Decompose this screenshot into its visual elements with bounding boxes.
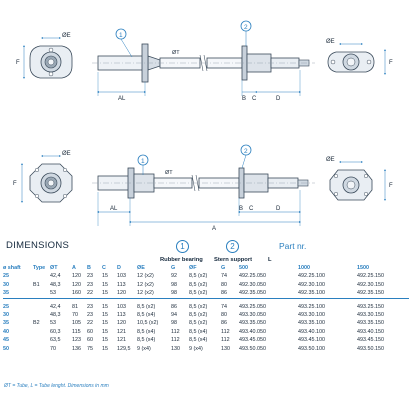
table-cell: 112 xyxy=(221,328,230,335)
table-cell: 8,5 (x2) xyxy=(189,303,208,310)
table-cell: 15 xyxy=(102,303,108,310)
part-nr-header: Part nr. xyxy=(279,241,307,251)
callout-1-header: 1 xyxy=(176,240,189,253)
table-cell: 23 xyxy=(87,312,93,319)
table-cell: 53 xyxy=(50,290,56,297)
table-cell: 74 xyxy=(221,273,227,280)
table-cell xyxy=(33,272,50,280)
table-cell: 493.25.050 xyxy=(239,303,266,310)
label-ot-bottom: ØT xyxy=(165,170,173,176)
table-cell: 15 xyxy=(102,312,108,319)
table-cell: 493.30.150 xyxy=(357,312,384,319)
table-cell: 103 xyxy=(117,303,126,310)
label-f-top-left: F xyxy=(16,60,20,66)
table-cell: 129,5 xyxy=(117,345,131,352)
table-cell: 22 xyxy=(87,320,93,327)
label-b-top: B xyxy=(242,96,247,102)
callout-1-top: 1 xyxy=(119,32,123,39)
table-cell: 60,3 xyxy=(50,328,61,335)
table-cell: 42,4 xyxy=(50,273,61,280)
table-row xyxy=(3,311,409,319)
table-cell: 8,5 (x4) xyxy=(137,328,156,335)
table-cell: 493.30.100 xyxy=(298,312,325,319)
flange-front-view-top-right xyxy=(328,44,385,74)
label-c-top: C xyxy=(252,96,257,102)
table-cell: 8,5 (x2) xyxy=(189,273,208,280)
table-cell: 8,5 (x2) xyxy=(189,320,208,327)
shaft-assembly-bottom xyxy=(92,168,315,226)
table-cell: 492.25.050 xyxy=(239,273,266,280)
table-cell: 86 xyxy=(221,290,227,297)
column-header: D xyxy=(117,265,121,271)
table-cell: 130 xyxy=(171,345,180,352)
column-header: A xyxy=(72,265,76,271)
dimensions-table xyxy=(3,264,409,353)
table-cell: 493.25.100 xyxy=(298,303,325,310)
table-cell: 35 xyxy=(3,320,9,327)
table-cell: 98 xyxy=(171,290,177,297)
table-cell: 493.45.100 xyxy=(298,337,325,344)
column-header: ØT xyxy=(50,265,58,271)
table-cell: 15 xyxy=(102,273,108,280)
table-cell: 75 xyxy=(87,345,93,352)
table-row xyxy=(3,345,409,353)
table-cell: 121 xyxy=(117,328,126,335)
table-cell: 12 (x2) xyxy=(137,281,154,288)
table-cell: 493.35.100 xyxy=(298,320,325,327)
table-cell: 60 xyxy=(87,328,93,335)
table-row xyxy=(3,272,409,280)
table-cell: 493.45.050 xyxy=(239,337,266,344)
table-cell: 48,3 xyxy=(50,312,61,319)
column-header: ø shaft xyxy=(3,265,21,271)
table-row xyxy=(3,281,409,289)
table-cell: 23 xyxy=(87,281,93,288)
table-cell: 81 xyxy=(72,303,78,310)
column-header: Type xyxy=(33,265,46,271)
label-f-top-right: F xyxy=(389,60,393,66)
column-header: 500 xyxy=(239,265,248,271)
table-cell: 15 xyxy=(102,281,108,288)
table-cell: 123 xyxy=(72,337,81,344)
table-cell: 8,5 (x4) xyxy=(137,312,156,319)
table-cell: 35 xyxy=(3,290,9,297)
column-header: B xyxy=(87,265,91,271)
table-cell: 136 xyxy=(72,345,81,352)
table-cell xyxy=(33,311,50,319)
table-cell: 80 xyxy=(221,281,227,288)
table-cell: 492.30.100 xyxy=(298,281,325,288)
table-cell: 30 xyxy=(3,281,9,288)
footnote: ØT = Tube, L = Tube lenght. Dimensions in mm xyxy=(4,383,109,389)
table-row xyxy=(3,328,409,336)
table-cell: 493.40.150 xyxy=(357,328,384,335)
table-header-row xyxy=(3,264,409,272)
table-cell: 10,5 (x2) xyxy=(137,320,159,327)
callout-1-bottom: 1 xyxy=(141,158,145,165)
table-row xyxy=(3,289,409,298)
table-cell: 103 xyxy=(117,273,126,280)
label-b-bottom: B xyxy=(239,206,244,212)
flange-front-view-bottom-right xyxy=(330,162,385,200)
table-cell: 63,5 xyxy=(50,337,61,344)
table-cell: 493.25.150 xyxy=(357,303,384,310)
table-cell: 493.40.050 xyxy=(239,328,266,335)
column-header: ØF xyxy=(189,265,197,271)
table-cell xyxy=(33,328,50,336)
table-cell xyxy=(33,336,50,344)
column-header: 1500 xyxy=(357,265,369,271)
table-cell: 98 xyxy=(171,281,177,288)
table-cell: 120 xyxy=(117,290,126,297)
table-cell: 15 xyxy=(102,320,108,327)
dimensions-title: DIMENSIONS xyxy=(6,240,70,251)
table-cell: 60 xyxy=(87,337,93,344)
table-cell: 23 xyxy=(87,273,93,280)
table-cell: 492.30.150 xyxy=(357,281,384,288)
label-oe-top-left: ØE xyxy=(62,33,71,39)
table-cell: 492.30.050 xyxy=(239,281,266,288)
table-cell: 50 xyxy=(3,345,9,352)
flange-front-view-bottom-left xyxy=(22,156,72,202)
table-cell: 112 xyxy=(221,337,230,344)
label-oe-top-right: ØE xyxy=(326,39,335,45)
table-cell: 121 xyxy=(117,337,126,344)
label-al-top: AL xyxy=(118,96,126,102)
table-cell: 53 xyxy=(50,320,56,327)
stern-support-header: Stern support xyxy=(214,257,253,263)
column-header: G xyxy=(171,265,176,271)
column-header: 1000 xyxy=(298,265,310,271)
shaft-assembly-top xyxy=(92,44,315,96)
label-d-bottom: D xyxy=(276,206,281,212)
table-cell: 80 xyxy=(221,312,227,319)
label-d-top: D xyxy=(276,96,281,102)
table-cell: 493.35.050 xyxy=(239,320,266,327)
column-header: G xyxy=(221,265,226,271)
table-cell: 8,5 (x2) xyxy=(189,290,208,297)
table-cell: 42,4 xyxy=(50,303,61,310)
table-cell: 492.25.150 xyxy=(357,273,384,280)
table-row xyxy=(3,303,409,311)
label-c-bottom: C xyxy=(249,206,254,212)
label-f-bottom-right: F xyxy=(389,183,393,189)
table-cell: 45 xyxy=(3,337,9,344)
table-cell: 9 (x4) xyxy=(137,345,151,352)
table-cell: 493.40.100 xyxy=(298,328,325,335)
table-cell: 12 (x2) xyxy=(137,273,154,280)
table-cell: 74 xyxy=(221,303,227,310)
table-cell: B1 xyxy=(33,281,40,288)
label-oe-bottom-left: ØE xyxy=(62,151,71,157)
table-cell: 8,5 (x4) xyxy=(189,337,208,344)
label-ot-top: ØT xyxy=(172,50,180,56)
table-cell: 120 xyxy=(117,320,126,327)
rubber-bearing-header: Rubber bearing xyxy=(160,257,203,263)
table-cell: 25 xyxy=(3,273,9,280)
table-cell: 98 xyxy=(171,320,177,327)
table-row xyxy=(3,336,409,344)
table-cell: 492.35.100 xyxy=(298,290,325,297)
table-cell: 493.50.100 xyxy=(298,345,325,352)
table-cell: 23 xyxy=(87,303,93,310)
callout-2-bottom: 2 xyxy=(244,148,248,155)
column-header: ØE xyxy=(137,265,145,271)
label-oe-bottom-right: ØE xyxy=(326,157,335,163)
label-f-bottom-left: F xyxy=(13,181,17,187)
flange-front-view-top-left xyxy=(24,38,72,78)
table-cell: 105 xyxy=(72,320,81,327)
table-cell: 492.25.100 xyxy=(298,273,325,280)
table-cell: 120 xyxy=(72,281,81,288)
column-header: C xyxy=(102,265,106,271)
callout-2-header: 2 xyxy=(226,240,239,253)
table-cell: 86 xyxy=(171,303,177,310)
table-cell: 70 xyxy=(50,345,56,352)
table-cell: 15 xyxy=(102,290,108,297)
table-cell xyxy=(33,303,50,311)
table-cell: 48,3 xyxy=(50,281,61,288)
table-cell: 25 xyxy=(3,303,9,310)
table-cell: 9 (x4) xyxy=(189,345,203,352)
table-cell: 40 xyxy=(3,328,9,335)
table-cell xyxy=(33,289,50,298)
table-cell: 115 xyxy=(72,328,81,335)
table-cell: 8,5 (x2) xyxy=(137,303,156,310)
table-cell: 112 xyxy=(171,328,180,335)
table-row xyxy=(3,319,409,327)
label-al-bottom: AL xyxy=(110,206,118,212)
table-cell: 113 xyxy=(117,312,126,319)
table-cell: 492.35.050 xyxy=(239,290,266,297)
table-cell: 15 xyxy=(102,337,108,344)
table-cell: 120 xyxy=(72,273,81,280)
table-cell: 8,5 (x4) xyxy=(137,337,156,344)
table-cell: 493.45.150 xyxy=(357,337,384,344)
table-cell: 130 xyxy=(221,345,230,352)
table-cell: 15 xyxy=(102,345,108,352)
table-cell: 70 xyxy=(72,312,78,319)
callout-2-top: 2 xyxy=(244,24,248,31)
table-cell: 92 xyxy=(171,273,177,280)
table-cell xyxy=(33,345,50,353)
table-cell: 160 xyxy=(72,290,81,297)
table-cell: 22 xyxy=(87,290,93,297)
table-cell: 492.35.150 xyxy=(357,290,384,297)
table-cell: 15 xyxy=(102,328,108,335)
table-cell: 8,5 (x4) xyxy=(189,328,208,335)
table-cell: 493.35.150 xyxy=(357,320,384,327)
table-cell: B2 xyxy=(33,320,40,327)
table-cell: 493.30.050 xyxy=(239,312,266,319)
table-cell: 112 xyxy=(171,337,180,344)
length-header: L xyxy=(268,257,272,263)
table-cell: 12 (x2) xyxy=(137,290,154,297)
table-cell: 30 xyxy=(3,312,9,319)
table-cell: 8,5 (x2) xyxy=(189,312,208,319)
table-cell: 493.50.150 xyxy=(357,345,384,352)
label-a-bottom: A xyxy=(212,226,217,232)
table-cell: 493.50.050 xyxy=(239,345,266,352)
table-cell: 113 xyxy=(117,281,126,288)
table-cell: 94 xyxy=(171,312,177,319)
table-cell: 86 xyxy=(221,320,227,327)
table-cell: 8,5 (x2) xyxy=(189,281,208,288)
